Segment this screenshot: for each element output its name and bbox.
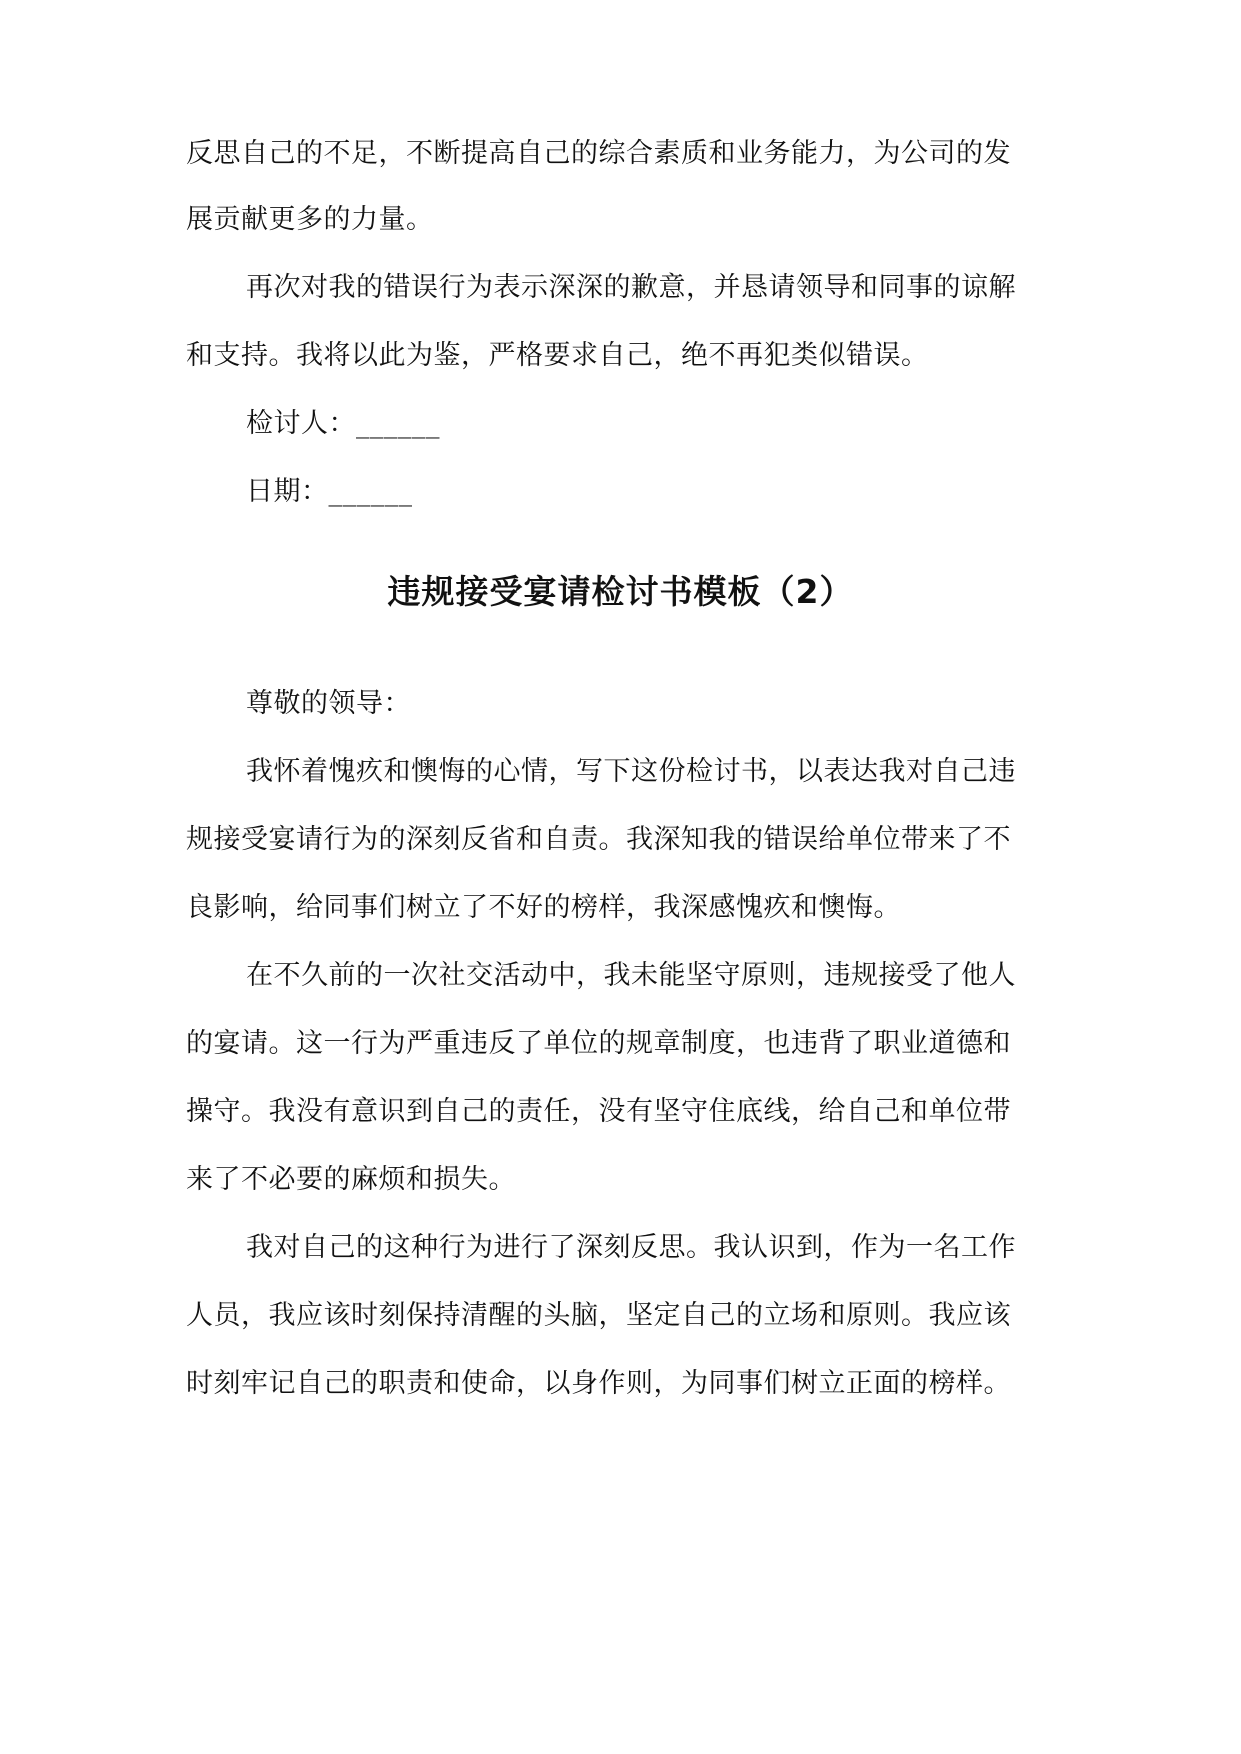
paragraph-line: 来了不必要的麻烦和损失。 [186, 1164, 516, 1195]
paragraph-line: 人员，我应该时刻保持清醒的头脑，坚定自己的立场和原则。我应该 [186, 1300, 1011, 1331]
paragraph-line: 再次对我的错误行为表示深深的歉意，并恳请领导和同事的谅解 [246, 272, 1016, 303]
paragraph-line: 我对自己的这种行为进行了深刻反思。我认识到，作为一名工作 [246, 1232, 1016, 1263]
paragraph-line: 我怀着愧疚和懊悔的心情，写下这份检讨书，以表达我对自己违 [246, 756, 1016, 787]
paragraph-line: 在不久前的一次社交活动中，我未能坚守原则，违规接受了他人 [246, 960, 1016, 991]
paragraph-line: 时刻牢记自己的职责和使命，以身作则，为同事们树立正面的榜样。 [186, 1368, 1011, 1399]
signer-line: 检讨人：______ [246, 408, 440, 439]
paragraph-line: 展贡献更多的力量。 [186, 204, 434, 235]
salutation: 尊敬的领导： [246, 688, 411, 719]
date-line: 日期：______ [246, 476, 413, 507]
paragraph-line: 的宴请。这一行为严重违反了单位的规章制度，也违背了职业道德和 [186, 1028, 1011, 1059]
paragraph-line: 规接受宴请行为的深刻反省和自责。我深知我的错误给单位带来了不 [186, 824, 1011, 855]
paragraph-line: 和支持。我将以此为鉴，严格要求自己，绝不再犯类似错误。 [186, 340, 929, 371]
section-title: 违规接受宴请检讨书模板（2） [387, 572, 854, 611]
paragraph-line: 操守。我没有意识到自己的责任，没有坚守住底线，给自己和单位带 [186, 1096, 1011, 1127]
paragraph-line: 良影响，给同事们树立了不好的榜样，我深感愧疚和懊悔。 [186, 892, 901, 923]
paragraph-line: 反思自己的不足，不断提高自己的综合素质和业务能力，为公司的发 [186, 138, 1011, 169]
